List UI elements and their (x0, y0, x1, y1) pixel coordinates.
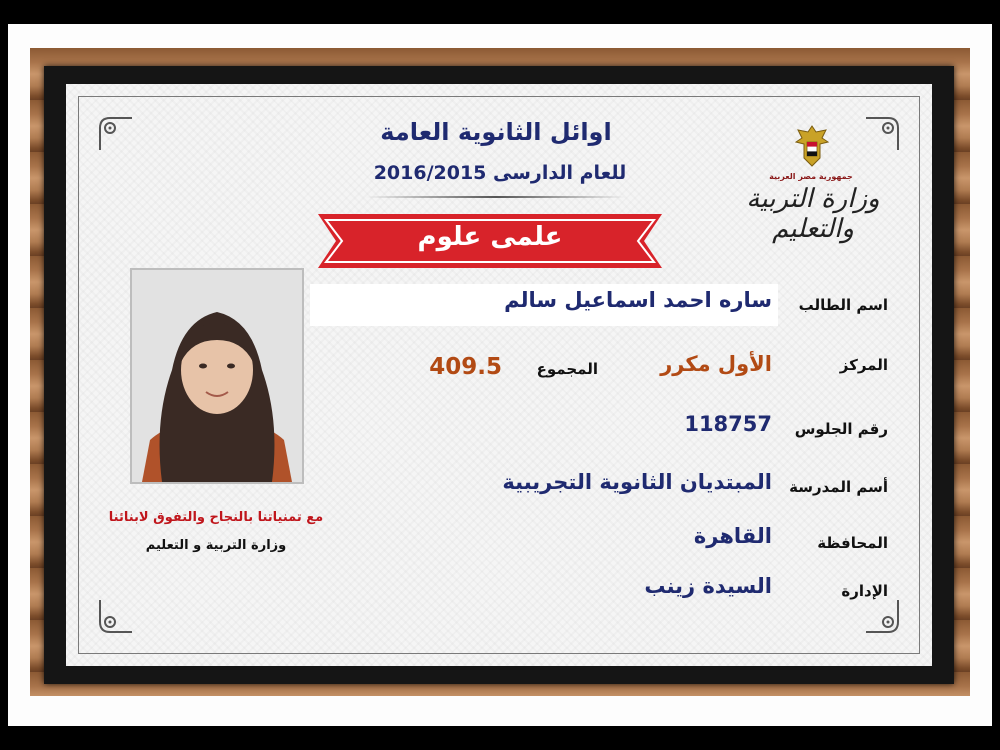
egypt-eagle-emblem-icon (792, 122, 832, 172)
certificate-card (66, 84, 932, 666)
student-name: ساره احمد اسماعيل سالم (504, 288, 772, 312)
total-label: المجموع (536, 360, 598, 378)
subtitle-text: للعام الدارسى (493, 162, 627, 184)
name-label: اسم الطالب (798, 296, 888, 314)
certificate-title: اوائل الثانوية العامة (380, 118, 612, 146)
total-value: 409.5 (429, 354, 502, 380)
ministry-logo: وزارة التربية والتعليم (746, 184, 880, 244)
seat-label: رقم الجلوس (794, 420, 888, 438)
seat-number: 118757 (684, 412, 772, 436)
rank-value: الأول مكرر (660, 352, 772, 376)
governorate-value: القاهرة (693, 524, 772, 548)
wish-message: مع تمنياتنا بالنجاح والتفوق لابنائنا (108, 510, 324, 525)
corner-ornament-icon (96, 114, 136, 154)
republic-caption: جمهورية مصر العربية (769, 172, 853, 181)
administration-label: الإدارة (841, 582, 888, 600)
school-name: المبتديان الثانوية التجريبية (502, 470, 772, 494)
title-divider (366, 196, 626, 198)
ministry-signature: وزارة التربية و التعليم (145, 538, 287, 553)
corner-ornament-icon (96, 596, 136, 636)
division-ribbon (318, 210, 662, 272)
administration-value: السيدة زينب (644, 574, 772, 598)
academic-year: 2016/2015 (373, 162, 487, 184)
division-label: علمى علوم (417, 222, 563, 252)
rank-label: المركز (839, 356, 888, 374)
corner-ornament-icon (862, 114, 902, 154)
corner-ornament-icon (862, 596, 902, 636)
certificate-subtitle (336, 162, 656, 184)
student-photo (130, 268, 304, 484)
governorate-label: المحافظة (817, 534, 888, 552)
school-label: أسم المدرسة (789, 478, 888, 496)
